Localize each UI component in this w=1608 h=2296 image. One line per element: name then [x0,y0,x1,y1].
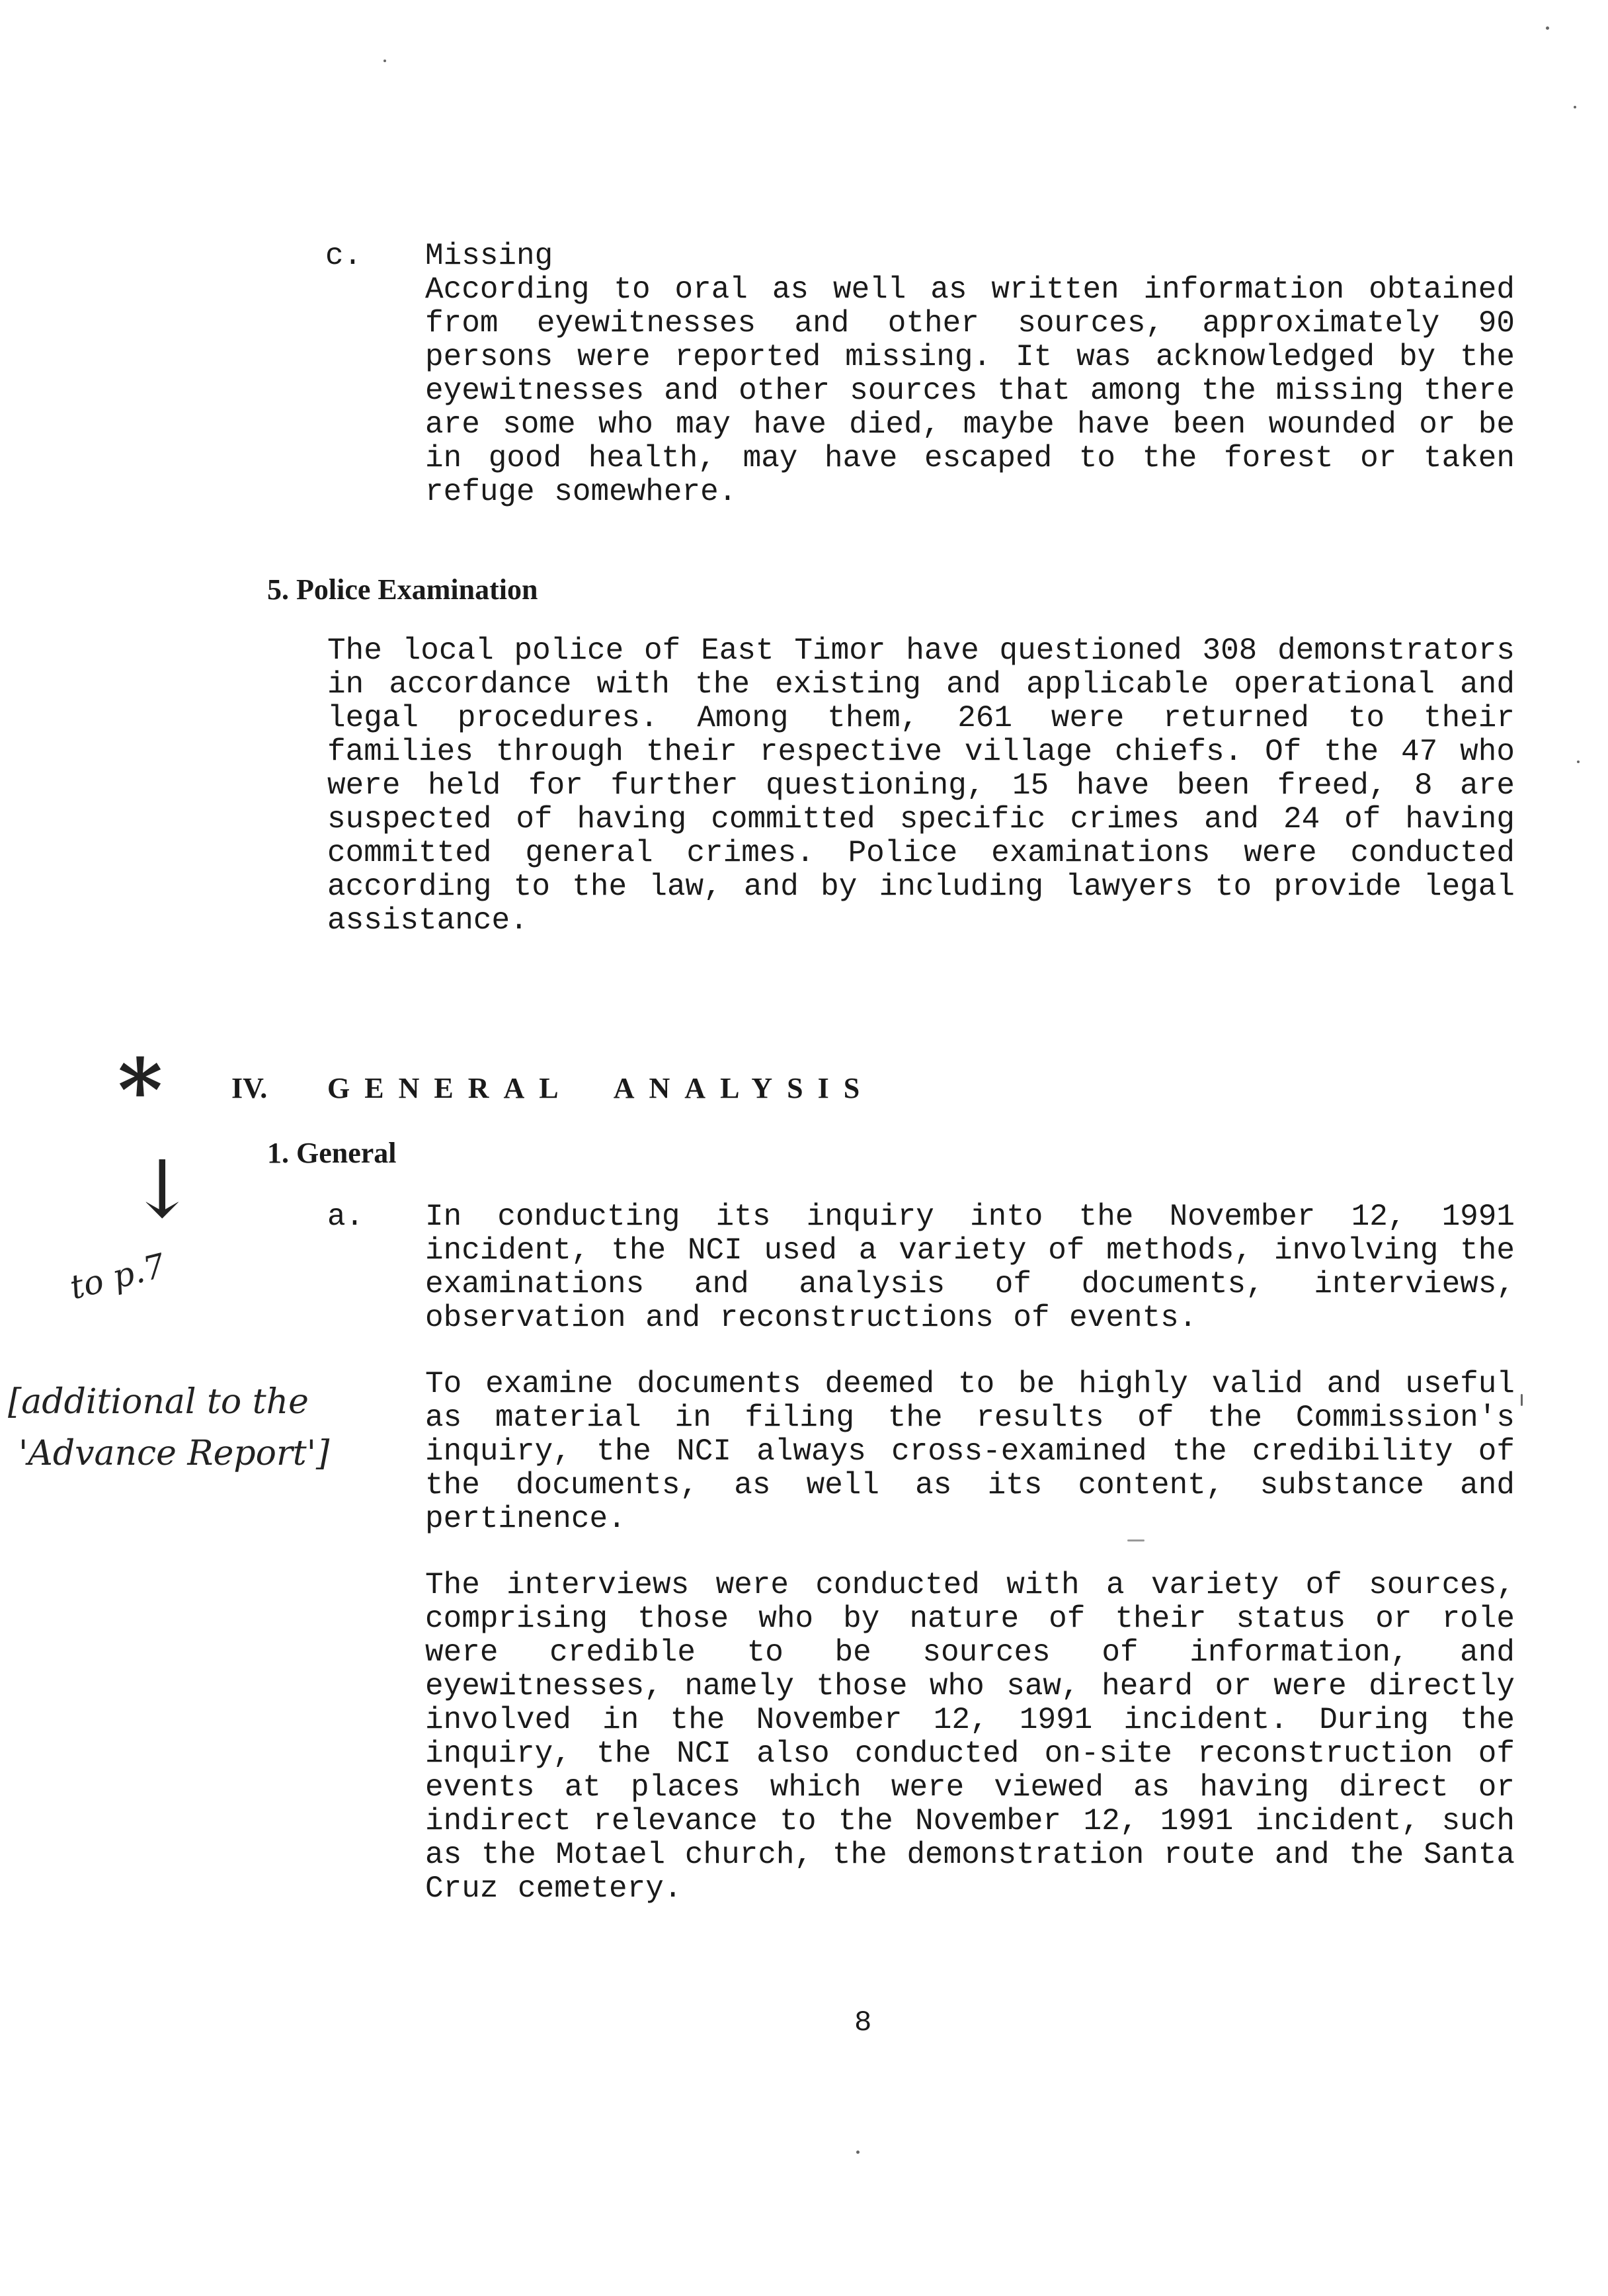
handwritten-arrow-icon: ↓ [129,1144,196,1236]
scan-speck [1574,106,1576,108]
documents-paragraph: To examine documents deemed to be highly valid and useful as material in filing the results of the Commission's inquiry, the NCI always cross-examined the credibility of the documents, as well as its content, substance and pertinence. [425,1367,1515,1536]
item-title-missing: Missing [425,239,553,273]
page-number: 8 [854,2006,872,2039]
general-sub-heading: 1. General [267,1137,397,1169]
interviews-paragraph: The interviews were conducted with a variety of sources, comprising those who by nature of their status or role were credible to be sources of information, and eyewitnesses, namely those who saw, heard or were directly involved in the November 12, 1991 incident. During the inquiry, the NCI also conducted on-site reconstruction of events at places which were viewed as having direct or indirect relevance to the November 12, 1991 incident, such as the Motael church, the demonstration route and the Santa Cruz cemetery. [425,1568,1515,1906]
general-analysis-heading: GENERAL ANALYSIS [327,1072,875,1104]
scan-mark [1127,1539,1145,1541]
handwritten-asterisk-icon: * [118,1040,163,1141]
scan-mark [1521,1394,1523,1406]
methods-paragraph: In conducting its inquiry into the November 12, 1991 incident, the NCI used a variety of methods, involving the examinations and analysis of documents, interviews, observation and reconstructions of events. [425,1200,1515,1335]
scan-speck [856,2151,860,2154]
scan-speck [383,60,386,62]
scan-speck [1546,26,1549,30]
missing-paragraph: According to oral as well as written information obtained from eyewitnesses and other sources, approximately 90 persons were reported missing. It was acknowledged by the eyewitnesses and other sources that among the missing there are some who may have died, maybe have been wounded or be in good health, may have escaped to the forest or taken refuge somewhere. [425,272,1515,509]
item-marker-c: c. [325,239,362,273]
handwritten-note-line-2: 'Advance Report'] [19,1434,330,1473]
handwritten-note-line-1: [additional to the [8,1382,309,1422]
item-marker-a: a. [327,1200,364,1234]
handwritten-page-reference: to p.7 [66,1246,169,1307]
section-numeral: IV. [231,1072,268,1104]
police-examination-heading: 5. Police Examination [267,573,538,606]
police-examination-paragraph: The local police of East Timor have questioned 308 demonstrators in accordance with the existing and applicable operational and legal procedures. Among them, 261 were returned to their families through their respective village chiefs. Of the 47 who were held for further questioning, 15 have been freed, 8 are suspected of having committed specific crimes and 24 of having committed general crimes. Police examinations were conducted according to the law, and by including lawyers to provide legal assistance. [327,634,1515,938]
scan-speck [1577,760,1580,763]
